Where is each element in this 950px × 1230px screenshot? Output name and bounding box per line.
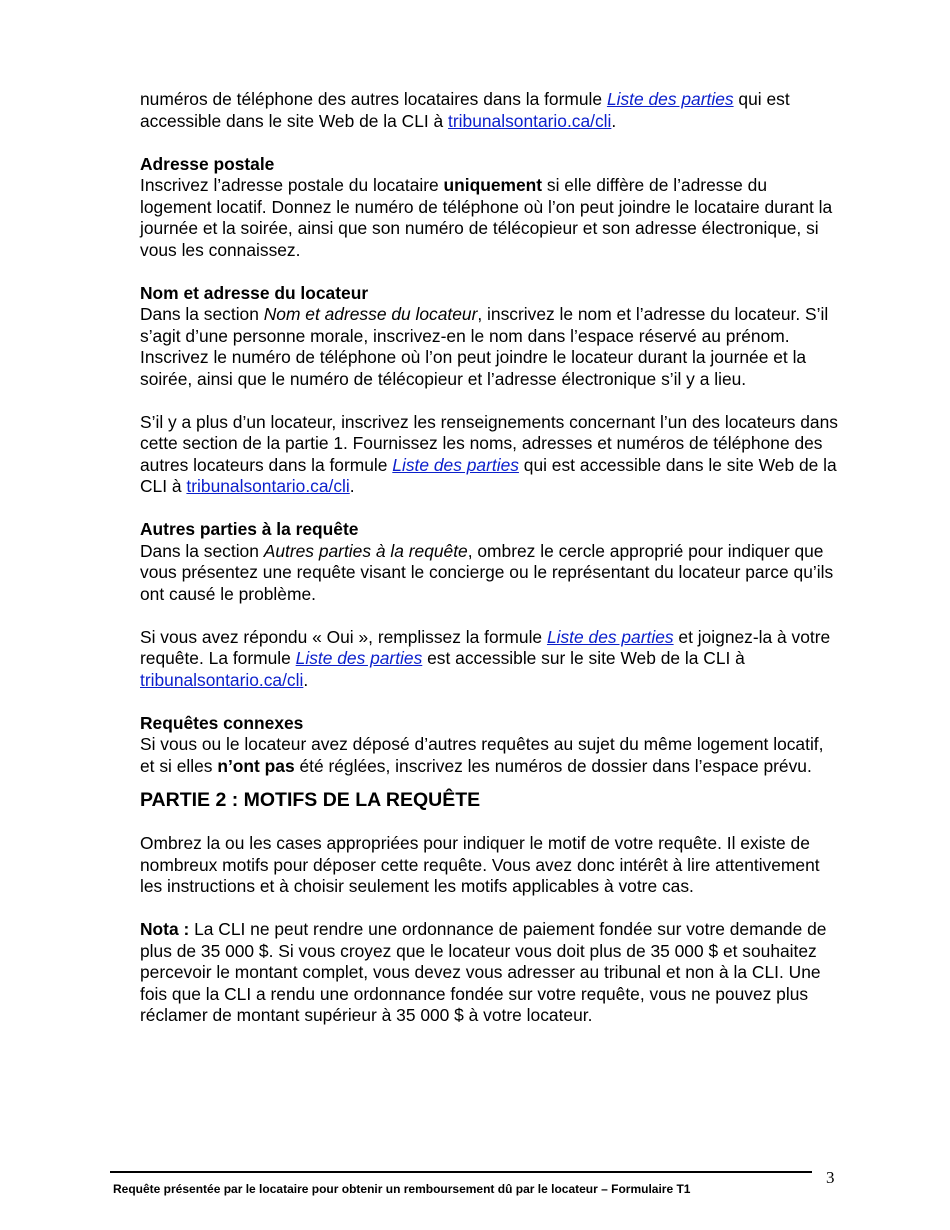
link-text: Liste des parties <box>546 626 674 647</box>
text: numéros de téléphone des autres locataires dans la formule <box>140 89 607 109</box>
text: Dans la section <box>140 304 264 324</box>
nota-paragraph <box>140 919 840 1027</box>
text: La CLI ne peut rendre une ordonnance de paiement fondée sur votre demande de plus de 35 000 $. Si vous croyez que le locateur vous doit plus de 35 000 $ et souhaitez percevoir le montant complet, vous devez vous adresser au tribunal et non à la CLI. Une fois que la CLI a rendu une ordonnance fondée sur votre requête, vous ne pouvez plus réclamer de montant supérieur à 35 000 $ à votre locateur. <box>140 919 827 1025</box>
text: . <box>611 110 617 131</box>
section-heading-requetes-connexes: Requêtes connexes <box>140 712 304 733</box>
section-heading-autres-parties: Autres parties à la requête <box>140 519 359 539</box>
partie-2-paragraph: Ombrez la ou les cases appropriées pour indiquer le motif de votre requête. Il existe de nombreux motifs pour déposer cette requête. Vous avez donc intérêt à lire attentivement les instructions et à choisir seulement les motifs applicables à votre cas. <box>140 833 820 896</box>
page-number: 3 <box>826 1168 835 1187</box>
text: , inscrivez le nom et l’adresse du locateur. S’il s’agit d’une personne morale, inscrivez-en le nom dans l’espace réservé au prénom. Inscrivez le numéro de téléphone où l’on peut joindre le locateur durant la journée et la soirée, ainsi que le numéro de télécopieur et l’adresse électronique s’il y a lieu. <box>140 304 829 389</box>
text: si elle diffère de l’adresse du logement locatif. Donnez le numéro de téléphone où l’on peut joindre le locataire durant la journée et la soirée, ainsi que son numéro de télécopieur et son adresse électronique, si vous les connaissez. <box>140 175 833 260</box>
autres-parties-paragraph <box>140 541 840 606</box>
bold-text: n’ont pas <box>217 755 295 776</box>
tribunal-url-link[interactable]: tribunalsontario.ca/cli <box>186 476 350 496</box>
section-heading-nom-locateur: Nom et adresse du locateur <box>140 282 369 303</box>
section-heading-adresse-postale: Adresse postale <box>140 153 275 174</box>
tribunal-url-link[interactable]: tribunalsontario.ca/cli <box>448 110 612 131</box>
text: qui est accessible dans le site Web de la CLI à <box>140 89 790 131</box>
link-text: Liste des parties <box>295 648 423 668</box>
liste-des-parties-link[interactable] <box>392 455 519 475</box>
footer-form-title: Requête présentée par le locataire pour obtenir un remboursement dû par le locateur – Formulaire T1 <box>113 1182 691 1196</box>
nota-label: Nota : <box>140 919 190 939</box>
partie-2-heading: PARTIE 2 : MOTIFS DE LA REQUÊTE <box>140 789 481 811</box>
text: . <box>303 669 309 690</box>
requetes-connexes-paragraph <box>140 734 840 777</box>
text: qui est accessible dans le site Web de la CLI à <box>140 454 837 496</box>
liste-des-parties-link[interactable] <box>607 89 734 109</box>
plus-locateur-paragraph <box>140 412 840 498</box>
text: S’il y a plus d’un locateur, inscrivez les renseignements concernant l’un des locateurs dans cette section de la partie 1. Fournissez les noms, adresses et numéros de téléphone des autres locateurs dans la formule <box>140 411 838 475</box>
text: et joignez-la à votre requête. La formule <box>140 626 831 668</box>
adresse-postale-paragraph <box>140 175 840 261</box>
text: été réglées, inscrivez les numéros de dossier dans l’espace prévu. <box>294 755 812 776</box>
text: , ombrez le cercle approprié pour indiquer que vous présentez une requête visant le concierge ou le représentant du locateur parce qu’ils ont causé le problème. <box>140 540 834 604</box>
italic-text: Autres parties à la requête <box>263 540 468 561</box>
text: Si vous ou le locateur avez déposé d’autres requêtes au sujet du même logement locatif, et si elles <box>140 734 824 776</box>
nom-locateur-paragraph <box>140 304 840 390</box>
footer-divider <box>110 1171 812 1173</box>
text: est accessible sur le site Web de la CLI à <box>422 648 745 668</box>
text: Si vous avez répondu « Oui », remplissez la formule <box>140 626 547 647</box>
tribunal-url-link[interactable]: tribunalsontario.ca/cli <box>140 669 304 690</box>
link-text: Liste des parties <box>392 454 519 475</box>
text: Dans la section <box>140 540 264 561</box>
link-text: Liste des parties <box>606 89 734 109</box>
bold-text: uniquement <box>443 175 543 195</box>
document-body <box>140 89 840 1048</box>
liste-des-parties-link[interactable] <box>547 627 674 647</box>
text: Inscrivez l’adresse postale du locataire <box>140 175 444 195</box>
liste-des-parties-link[interactable] <box>296 648 423 668</box>
text: . <box>349 476 355 496</box>
italic-text: Nom et adresse du locateur <box>263 304 478 324</box>
intro-paragraph <box>140 89 840 132</box>
oui-paragraph <box>140 627 840 692</box>
